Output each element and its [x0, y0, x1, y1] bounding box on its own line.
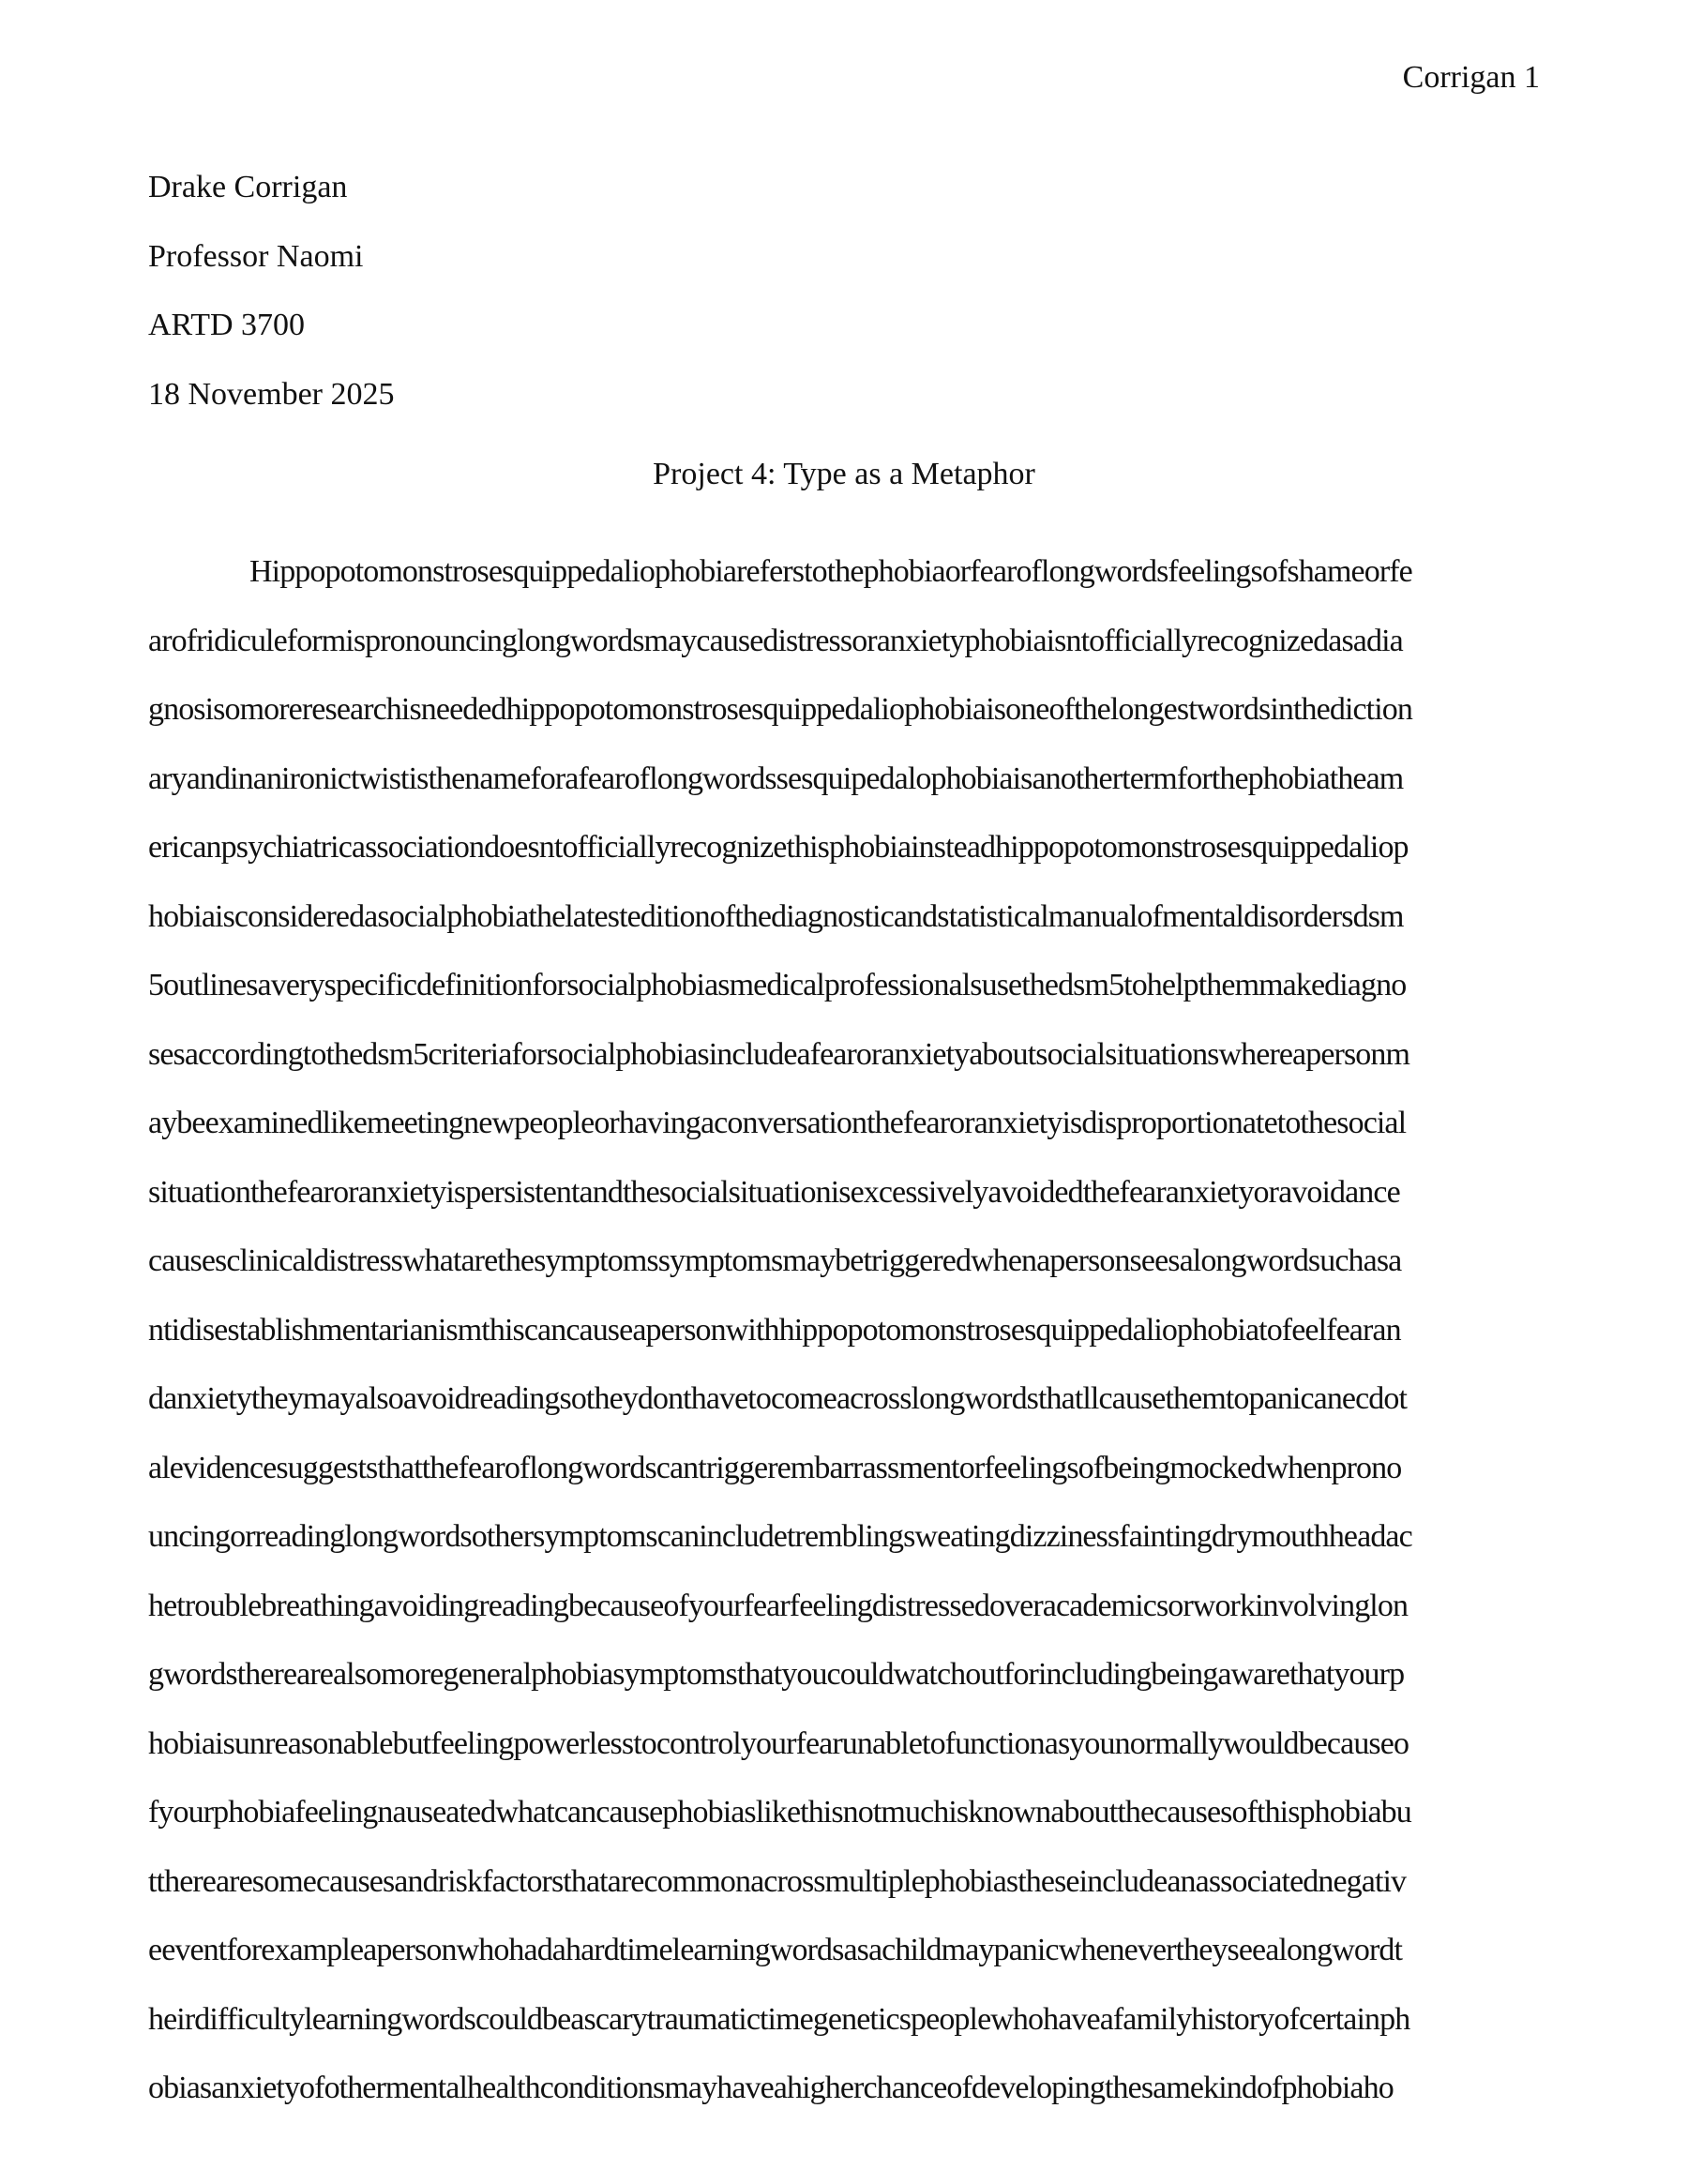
- instructor-name: Professor Naomi: [148, 238, 364, 274]
- paper-title: Project 4: Type as a Metaphor: [653, 457, 1035, 491]
- body-line: danxietytheymayalsoavoidreadingsotheydonthavetocomeacrosslongwordsthatllcausethemtopanicanecdot: [148, 1381, 1408, 1416]
- body-line: sesaccordingtothedsm5criteriaforsocialphobiasincludeafearoranxietyaboutsocialsituationswhereapersonm: [148, 1036, 1410, 1072]
- submission-date: 18 November 2025: [148, 376, 395, 412]
- body-line: 5outlinesaveryspecificdefinitionforsocialphobiasmedicalprofessionalsusethedsm5tohelpthemmakediagno: [148, 968, 1407, 1002]
- body-line: causesclinicaldistresswhatarethesymptomssymptomsmaybetriggeredwhenapersonseesalongwordsuchasa: [148, 1243, 1402, 1278]
- body-line: obiasanxietyofothermentalhealthconditionsmayhaveahigherchanceofdevelopingthesamekindofphobiaho: [148, 2071, 1394, 2105]
- running-header: Corrigan 1: [1402, 60, 1540, 95]
- body-line: aryandinanironictwististhenameforafearoflongwordssesquipedalophobiaisanothertermforthephobiatheam: [148, 761, 1404, 796]
- body-line: ttherearesomecausesandriskfactorsthatarecommonacrossmultiplephobiastheseincludeanassociatednegativ: [148, 1863, 1407, 1899]
- body-line: ntidisestablishmentarianismthiscancauseapersonwithhippopotomonstrosesquippedaliophobiatofeelfearan: [148, 1312, 1401, 1348]
- body-line: uncingorreadinglongwordsothersymptomscanincludetremblingsweatingdizzinessfaintingdrymouthheadac: [148, 1519, 1412, 1554]
- body-line: hetroublebreathingavoidingreadingbecauseofyourfearfeelingdistressedoveracademicsorworkinvolvinglon: [148, 1588, 1409, 1623]
- mla-heading: [148, 172, 395, 447]
- body-line: eeventforexampleapersonwhohadahardtimelearningwordsasachildmaypanicwhenevertheyseealongwordt: [148, 1933, 1403, 1967]
- body-line: arofridiculeformispronouncinglongwordsmaycausedistressoranxietyphobiaisntofficiallyrecognizedasadia: [148, 623, 1403, 658]
- body-line: hobiaisunreasonablebutfeelingpowerlesstocontrolyourfearunabletofunctionasyounormallywouldbecauseo: [148, 1725, 1409, 1761]
- author-name: Drake Corrigan: [148, 170, 348, 204]
- body-line: ericanpsychiatricassociationdoesntofficiallyrecognizethisphobiainsteadhippopotomonstrosesquippedaliop: [148, 830, 1409, 865]
- body-paragraph: [148, 537, 1545, 2123]
- body-line: gnosisomoreresearchisneededhippopotomonstrosesquippedaliophobiaisoneofthelongestwordsinthediction: [148, 692, 1412, 727]
- body-line: alevidencesuggeststhatthefearoflongwordscantriggerembarrassmentorfeelingsofbeingmockedwhenprono: [148, 1450, 1402, 1485]
- body-line: hobiaisconsideredasocialphobiathelatesteditionofthediagnosticandstatisticalmanualofmentaldisordersdsm: [148, 898, 1404, 934]
- body-line: heirdifficultylearningwordscouldbeascarytraumatictimegeneticspeoplewhohaveafamilyhistoryofcertainph: [148, 2001, 1410, 2037]
- body-line: fyourphobiafeelingnauseatedwhatcancausephobiaslikethisnotmuchisknownaboutthecausesofthisphobiabu: [148, 1795, 1411, 1830]
- body-line: Hippopotomonstrosesquippedaliophobiareferstothephobiaorfearoflongwordsfeelingsofshameorfe: [249, 554, 1412, 589]
- course-name: ARTD 3700: [148, 308, 306, 342]
- body-line: gwordstherearealsomoregeneralphobiasymptomsthatyoucouldwatchoutforincludingbeingawarethatyourp: [148, 1657, 1405, 1692]
- body-line: situationthefearoranxietyispersistentandthesocialsituationisexcessivelyavoidedthefearanxietyoravoidance: [148, 1174, 1400, 1210]
- body-line: aybeexaminedlikemeetingnewpeopleorhavingaconversationthefearoranxietyisdisproportionatetothesocial: [148, 1106, 1407, 1140]
